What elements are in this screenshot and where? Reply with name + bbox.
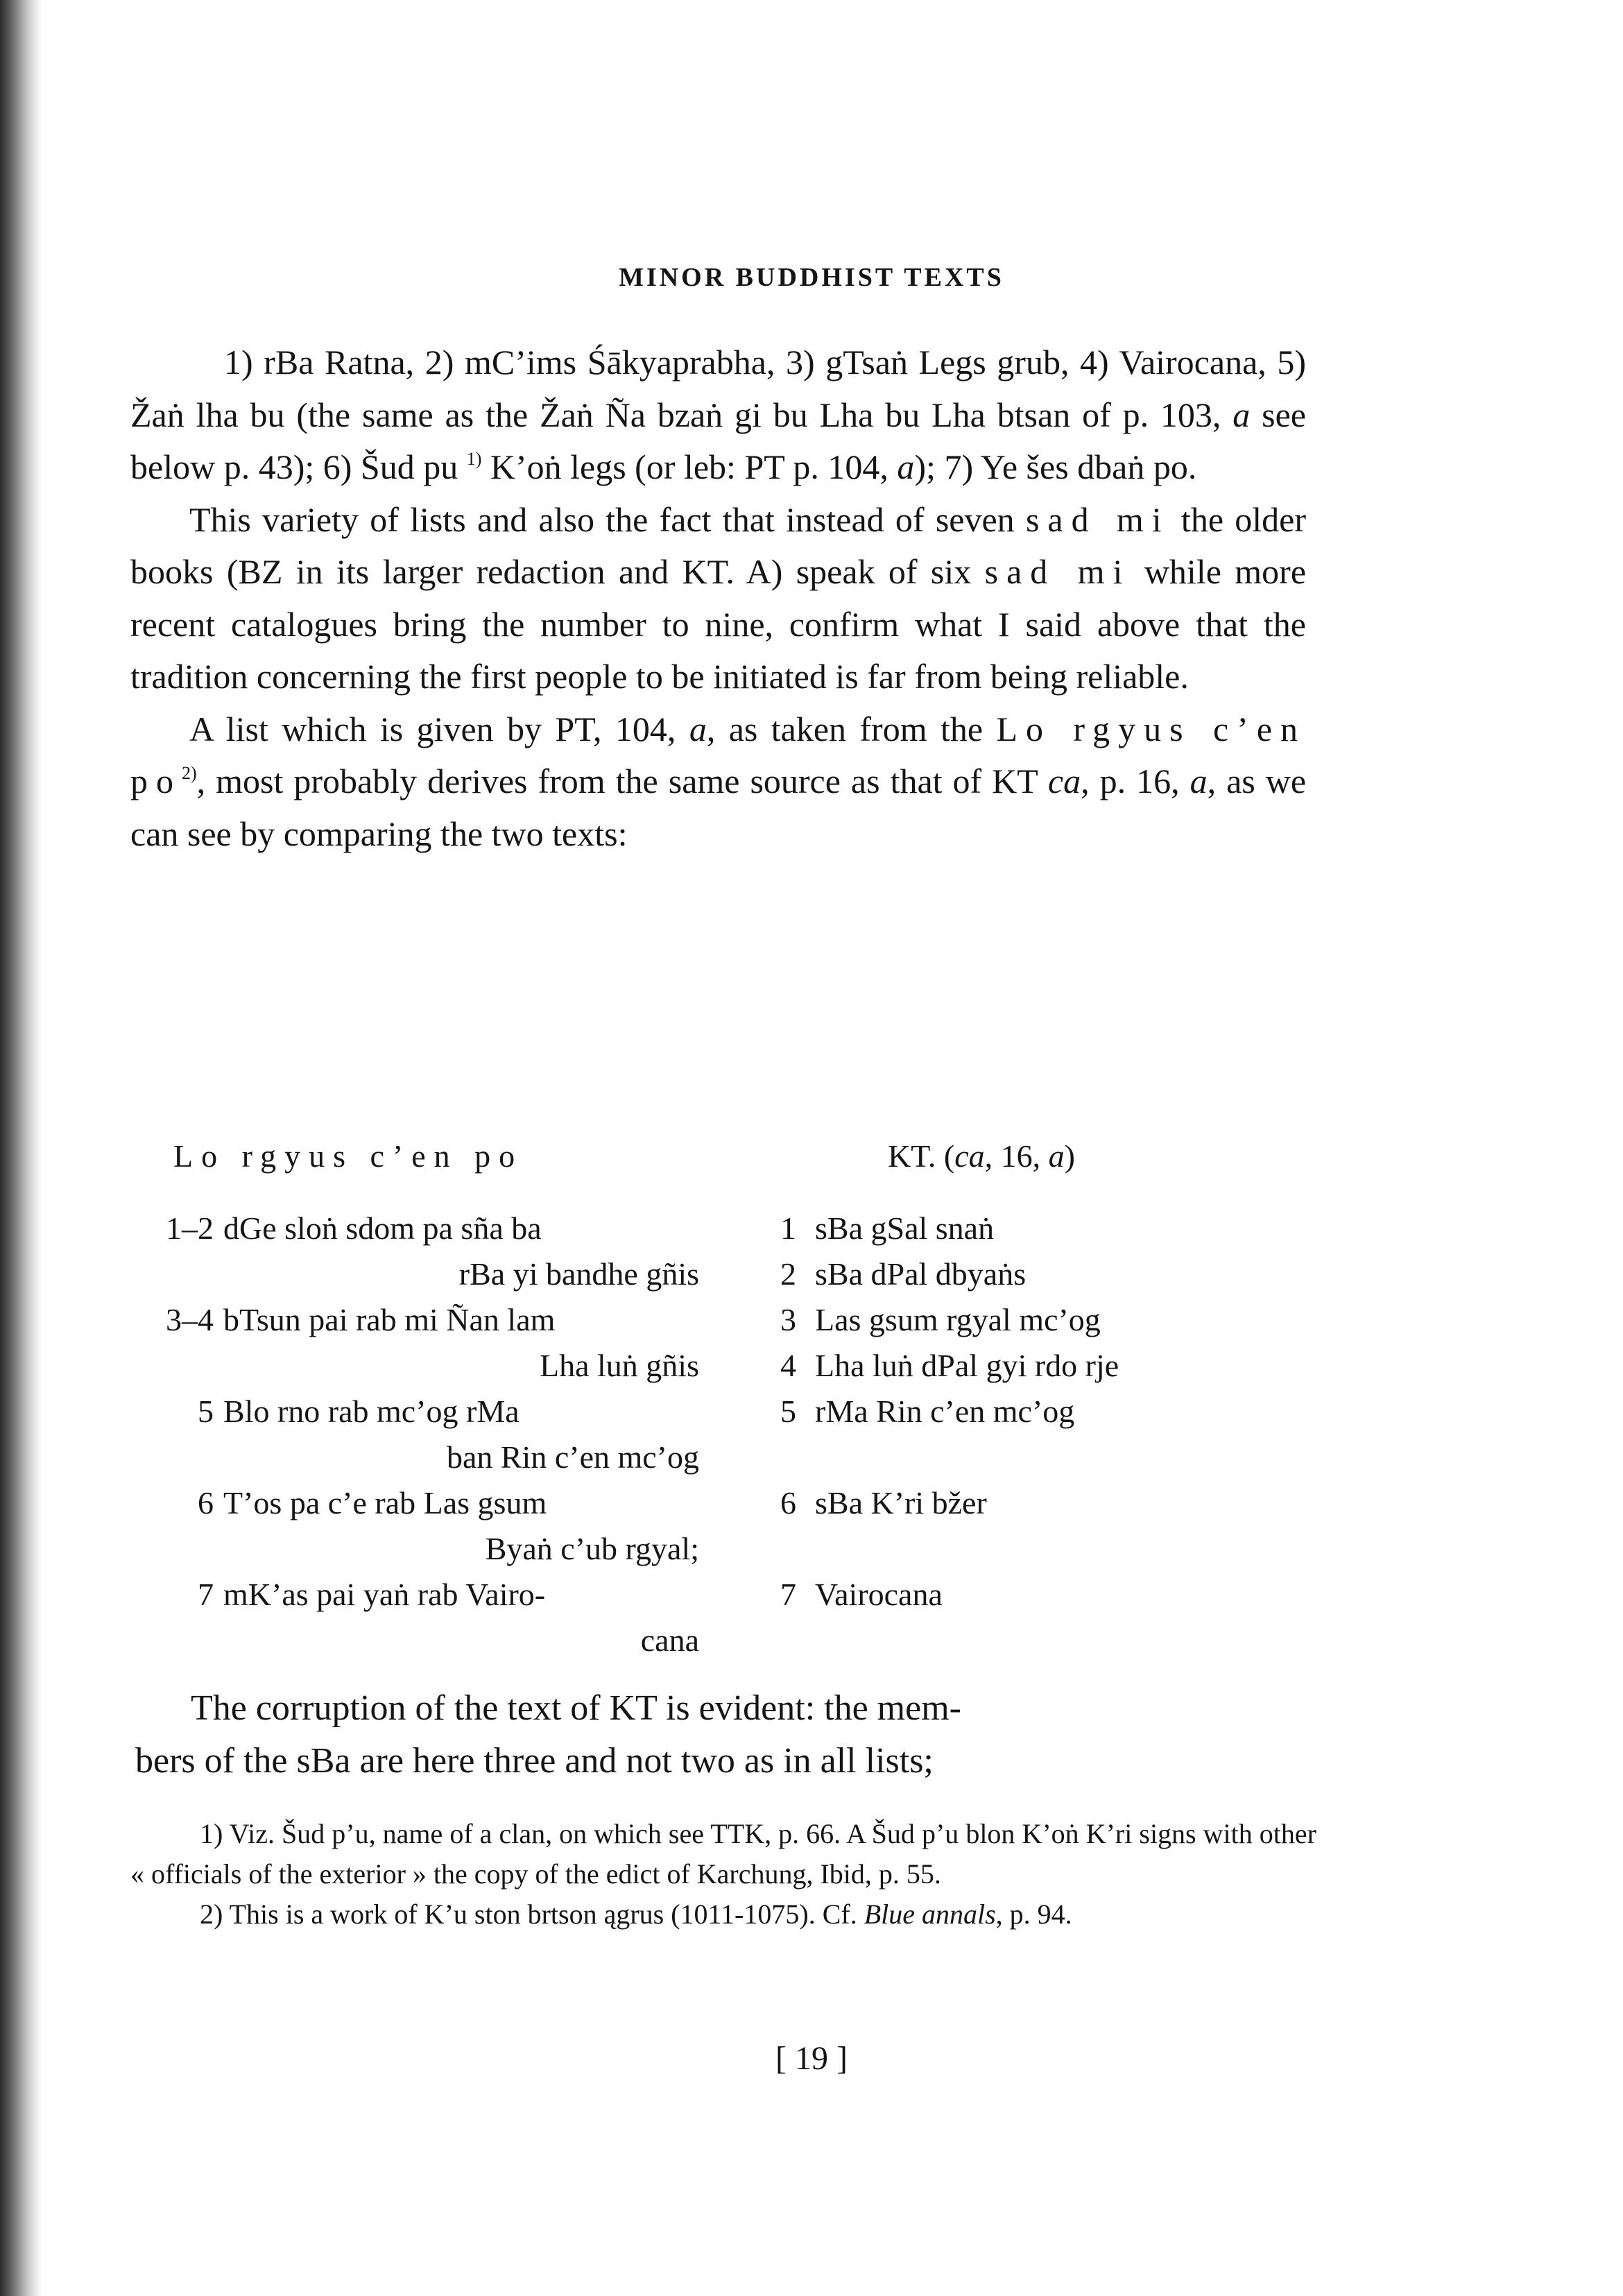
footnote-ref-2[interactable]: 2) <box>182 763 197 783</box>
list-item: 7 mK’as pai yaṅ rab Vairo- cana <box>198 1577 699 1658</box>
paragraph-4-line-2: bers of the sBa are here three and not two as in all lists; <box>135 1741 934 1781</box>
list-item: 6 sBa K’ri bžer <box>780 1485 987 1520</box>
footnotes <box>130 1814 1316 1935</box>
list-item: 5 rMa Rin c’en mc’og <box>780 1394 1075 1429</box>
list-item: 2 sBa dPal dbyaṅs <box>780 1256 1027 1292</box>
list-item: 3–4 bTsun pai rab mi Ñan lam Lha luṅ gñis <box>166 1302 699 1383</box>
list-item: 4 Lha luṅ dPal gyi rdo rje <box>780 1348 1119 1383</box>
list-item: 3 Las gsum rgyal mc’og <box>780 1302 1101 1337</box>
list-item: 1–2 dGe sloṅ sdom pa sña ba rBa yi bandhe gñis <box>166 1210 699 1292</box>
footnote-ref-1[interactable]: 1) <box>466 449 482 469</box>
footnote-1: 1) Viz. Šud p’u, name of a clan, on which see TTK, p. 66. A Šud p’u blon K’oṅ K’ri signs with other « officials of the exterior » the copy of the edict of Karchung, Ibid, p. 55. <box>130 1818 1316 1890</box>
paragraph-1: 1) rBa Ratna, 2) mC’ims Śākyaprabha, 3) gTsaṅ Legs grub, 4) Vairocana, 5) Žaṅ lha bu (the same as the Žaṅ Ña bzaṅ gi bu Lha bu Lha btsan of p. 103, a see below p. 43); 6) Šud pu $^{1)}$ K’oṅ legs (or leb: PT p. 104, a); 7) Ye šes dbaṅ po. <box>130 343 1306 486</box>
scan-gutter <box>0 0 42 2296</box>
kt-list <box>780 1206 1349 1618</box>
page-number: [ 19 ] <box>775 2040 848 2077</box>
paragraph-4-line-1: The corruption of the text of KT is evident: the mem- <box>191 1688 961 1728</box>
list-item: 7 Vairocana <box>780 1577 943 1612</box>
running-head: MINOR BUDDHIST TEXTS <box>619 263 1004 292</box>
list-item: 6 T’os pa c’e rab Las gsum Byaṅ c’ub rgyal; <box>198 1485 699 1566</box>
list-item: 5 Blo rno rab mc’og rMa ban Rin c’en mc’og <box>198 1394 699 1475</box>
list-item: 1 sBa gSal snaṅ <box>780 1210 995 1246</box>
left-column-heading: Lo rgyus c’en po <box>173 1138 524 1174</box>
body-text <box>130 336 1306 860</box>
lo-rgyus-list <box>130 1206 699 1663</box>
right-column-heading: KT. (ca, 16, a) <box>888 1138 1075 1174</box>
footnote-2: 2) This is a work of K’u ston brtson ągrus (1011-1075). Cf. Blue annals, p. 94. <box>200 1899 1072 1930</box>
paragraph-3: A list which is given by PT, 104, a, as taken from the Lo rgyus c’en $po^{2)}$, most probably derives from the same source as that of KT ca, p. 16, a, as we can see by comparing the two texts: <box>130 709 1307 853</box>
paragraph-2: This variety of lists and also the fact that instead of seven sad mi the older books (BZ in its larger redaction and KT. A) speak of six sad mi while more recent catalogues bring the number to nine, confirm what I said above that the tradition concerning the first people to be initiated is far from being reliable. <box>130 499 1307 696</box>
